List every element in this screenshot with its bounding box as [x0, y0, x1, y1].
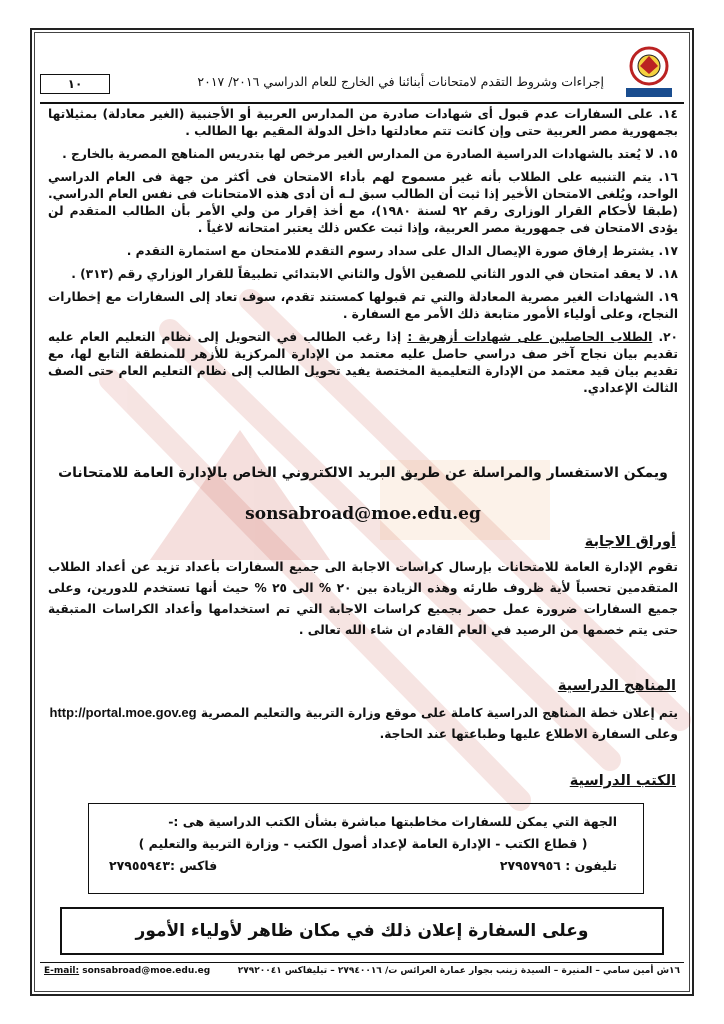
header [40, 44, 684, 102]
books-box [88, 803, 644, 894]
inquiry-email[interactable]: sonsabroad@moe.edu.eg [245, 504, 481, 524]
item-body: إذا رغب الطالب في التحويل إلى نظام التعليم العام عليه تقديم بيان نجاح آخر صف دراسي حاصل عليه معتمد من الإدارة المركزية للأزهر للمنطقة التابع لها، مع تقديم بيان قيد معتمد من الإدارة التعليمية المختصة يفيد تحويل الطالب إلى نظام التعليم العام حتى الصف الثالث الإعدادي. [48, 330, 678, 395]
books-line-1: الجهة التي يمكن للسفارات مخاطبتها مباشرة بشأن الكتب الدراسية هى :- [168, 814, 617, 829]
books-contacts [109, 858, 617, 880]
item-heading: الطلاب الحاصلين على شهادات أزهرية : [407, 330, 653, 344]
footer-email [44, 966, 210, 976]
curricula-text-before: يتم إعلان خطة المناهج الدراسية كاملة على موقع وزارة التربية والتعليم المصرية [200, 706, 678, 720]
inquiry-line: ويمكن الاستفسار والمراسلة عن طريق البريد الالكتروني الخاص بالإدارة العامة للامتحانات [58, 465, 668, 481]
books-title: الكتب الدراسية [569, 773, 676, 789]
list-item: ١٤. على السفارات عدم قبول أى شهادات صادرة من المدارس العربية أو الأجنبية (الغير معادلة) بمثيلاتها بجمهورية مصر العربية حتى وإن كانت تتم معادلتها داخل الدولة المقيم بها الطالب . [48, 107, 678, 138]
books-line-2: ( قطاع الكتب - الإدارة العامة لإعداد أصول الكتب - وزارة التربية والتعليم ) [138, 836, 588, 851]
item-number: ٢٠. [652, 330, 678, 344]
curricula-text-after: وعلى السفارة الاطلاع عليها وطباعتها عند الحاجة. [379, 727, 678, 741]
list-item: ١٧. يشترط إرفاق صورة الإيصال الدال على سداد رسوم التقدم للامتحان مع استمارة التقدم . [126, 244, 678, 258]
footer-email-address[interactable]: sonsabroad@moe.edu.eg [82, 966, 211, 976]
list-item: ١٩. الشهادات الغير مصرية المعادلة والتي تم قبولها كمستند تقدم، سوف تعاد إلى السفارات مع إخطارات النجاح، وعلى أولياء الأمور متابعة ذلك الأمر مع السفارة . [48, 290, 678, 321]
list-item: ١٦. يتم التنبيه على الطلاب بأنه غير مسموح لهم بأداء الامتحان فى أكثر من جهة فى العام الدراسي الواحد، ويُلغى الامتحان الأخير إذا ثبت أن الطالب سبق لـه أن أدى هذه الامتحانات فى نفس العام الدراسي. (طبقا لأحكام القرار الوزارى رقم ٩٢ لسنة ١٩٨٠)، مع أخذ إقرار من ولي الأمر بأن الطالب المتقدم لن يؤدى الامتحان فى جمهورية مصر العربية، وإذا ثبت عكس ذلك يعتبر امتحانه لاغياً . [48, 170, 678, 235]
header-title: إجراءات وشروط التقدم لامتحانات أبنائنا في الخارج للعام الدراسي ٢٠١٦/ ٢٠١٧ [197, 74, 604, 89]
list-item: ١٨. لا يعقد امتحان في الدور الثاني للصفين الأول والثاني الابتدائي تطبيقاً للقرار الوزاري رقم (٣١٣) . [71, 267, 678, 281]
list-item: ١٥. لا يُعتد بالشهادات الدراسية الصادرة من المدارس الغير مرخص لها بتدريس المناهج المصرية بالخارج . [62, 147, 678, 161]
page-number: ١٠ [40, 74, 110, 94]
notice-box: وعلى السفارة إعلان ذلك في مكان ظاهر لأولياء الأمور [60, 907, 664, 955]
ministry-logo [618, 44, 680, 100]
curricula-text [48, 702, 678, 745]
books-phone: تليفون : ٢٧٩٥٧٩٥٦ [499, 858, 617, 873]
answer-papers-text: تقوم الإدارة العامة للامتحانات بإرسال كراسات الاجابة الى جميع السفارات بأعداد تزيد عن أعداد الطلاب المتقدمين تحسباً لأية ظروف طارئه وهذه الزيادة بين ٢٠ % الى ٢٥ % حيث أنها تستخدم للدورين، وعلى جميع السفارات ضرورة عمل حصر بجميع كراسات الاجابة التي تم استخدامها وأعداد الكراسات المتبقية حتى يتم خصمها من الرصيد في العام القادم ان شاء الله تعالى . [48, 560, 678, 637]
footer-rule [40, 962, 684, 963]
answer-papers-title: أوراق الاجابة [584, 534, 676, 550]
curricula-url[interactable]: http://portal.moe.gov.eg [49, 705, 197, 720]
header-rule [40, 102, 684, 104]
books-fax: فاكس :٢٧٩٥٥٩٤٣ [109, 858, 218, 873]
footer-address: ١٦ش أمين سامي – المنيرة – السيدة زينب بجوار عمارة العرائس ت/ ٢٧٩٤٠٠١٦ – تيليفاكس ٢٧٩٢٠٠٤١ [237, 966, 680, 976]
footer-email-label: E-mail: [44, 966, 80, 976]
conditions-list [48, 106, 678, 403]
curricula-title: المناهج الدراسية [557, 678, 676, 694]
list-item [48, 329, 678, 397]
